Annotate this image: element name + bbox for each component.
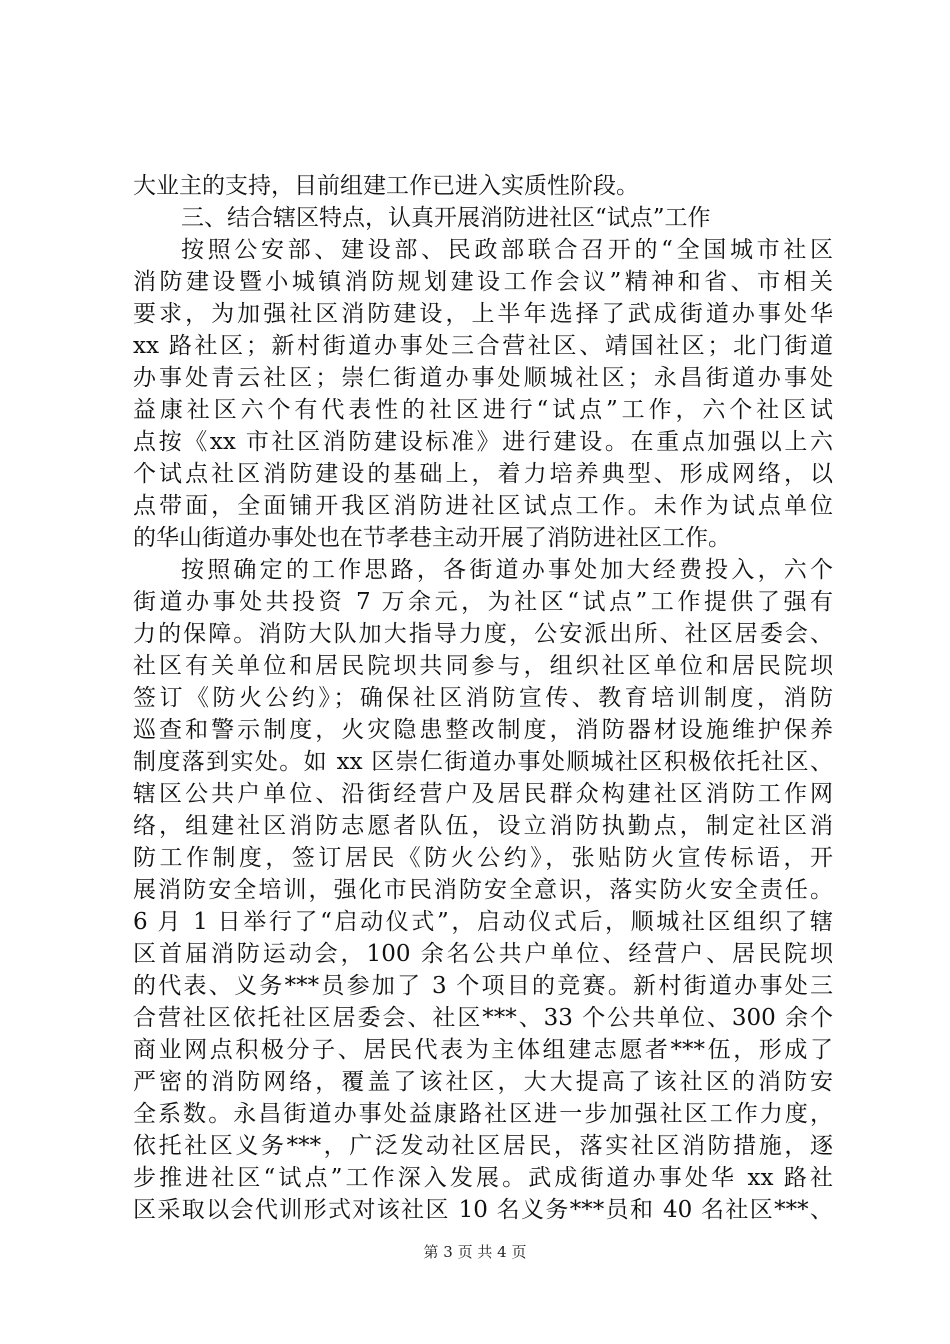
text-line: 益康社区六个有代表性的社区进行“试点”工作，六个社区试 <box>133 397 833 423</box>
text-line: 制度落到实处。如 xx 区崇仁街道办事处顺城社区积极依托社区、 <box>133 749 833 775</box>
text-line: 大业主的支持，目前组建工作已进入实质性阶段。 <box>133 173 639 199</box>
text-line: 络，组建社区消防志愿者队伍，设立消防执勤点，制定社区消 <box>133 813 833 839</box>
text-line: 个试点社区消防建设的基础上，着力培养典型、形成网络，以 <box>133 461 833 487</box>
text-line: 按照确定的工作思路，各街道办事处加大经费投入，六个 <box>181 557 833 583</box>
text-line: 点带面，全面铺开我区消防进社区试点工作。未作为试点单位 <box>133 493 833 519</box>
text-line: 区首届消防运动会，100 余名公共户单位、经营户、居民院坝 <box>133 941 833 967</box>
text-line: 力的保障。消防大队加大指导力度，公安派出所、社区居委会、 <box>133 621 833 647</box>
text-line: 区采取以会代训形式对该社区 10 名义务***员和 40 名社区***、 <box>133 1197 833 1223</box>
text-line: 巡查和警示制度，火灾隐患整改制度，消防器材设施维护保养 <box>133 717 833 743</box>
text-line: 防工作制度，签订居民《防火公约》，张贴防火宣传标语，开 <box>133 845 833 871</box>
text-line: 消防建设暨小城镇消防规划建设工作会议”精神和省、市相关 <box>133 269 833 295</box>
text-line: 的代表、义务***员参加了 3 个项目的竞赛。新村街道办事处三 <box>133 973 833 999</box>
text-line: 按照公安部、建设部、民政部联合召开的“全国城市社区 <box>181 237 833 263</box>
text-line: 严密的消防网络，覆盖了该社区，大大提高了该社区的消防安 <box>133 1069 833 1095</box>
text-line: 步推进社区“试点”工作深入发展。武成街道办事处华 xx 路社 <box>133 1165 833 1191</box>
text-line: 的华山街道办事处也在节孝巷主动开展了消防进社区工作。 <box>133 525 731 551</box>
text-line: xx 路社区；新村街道办事处三合营社区、靖国社区；北门街道 <box>133 333 833 359</box>
text-line: 办事处青云社区；崇仁街道办事处顺城社区；永昌街道办事处 <box>133 365 833 391</box>
text-line: 商业网点积极分子、居民代表为主体组建志愿者***伍，形成了 <box>133 1037 833 1063</box>
text-line: 依托社区义务***，广泛发动社区居民，落实社区消防措施，逐 <box>133 1133 833 1159</box>
text-line: 要求，为加强社区消防建设，上半年选择了武成街道办事处华 <box>133 301 833 327</box>
document-body <box>133 170 833 1226</box>
text-line: 合营社区依托社区居委会、社区***、33 个公共单位、300 余个 <box>133 1005 833 1031</box>
text-line: 全系数。永昌街道办事处益康路社区进一步加强社区工作力度， <box>133 1101 833 1127</box>
text-line: 6 月 1 日举行了“启动仪式”，启动仪式后，顺城社区组织了辖 <box>133 909 833 935</box>
text-line: 三、结合辖区特点，认真开展消防进社区“试点”工作 <box>181 205 711 231</box>
text-line: 辖区公共户单位、沿街经营户及居民群众构建社区消防工作网 <box>133 781 833 807</box>
text-line: 社区有关单位和居民院坝共同参与，组织社区单位和居民院坝 <box>133 653 833 679</box>
text-line: 签订《防火公约》；确保社区消防宣传、教育培训制度，消防 <box>133 685 833 711</box>
page-footer: 第 3 页 共 4 页 <box>423 1243 527 1261</box>
text-line: 点按《xx 市社区消防建设标准》进行建设。在重点加强以上六 <box>133 429 833 455</box>
text-line: 街道办事处共投资 7 万余元，为社区“试点”工作提供了强有 <box>133 589 833 615</box>
text-line: 展消防安全培训，强化市民消防安全意识，落实防火安全责任。 <box>133 877 833 903</box>
